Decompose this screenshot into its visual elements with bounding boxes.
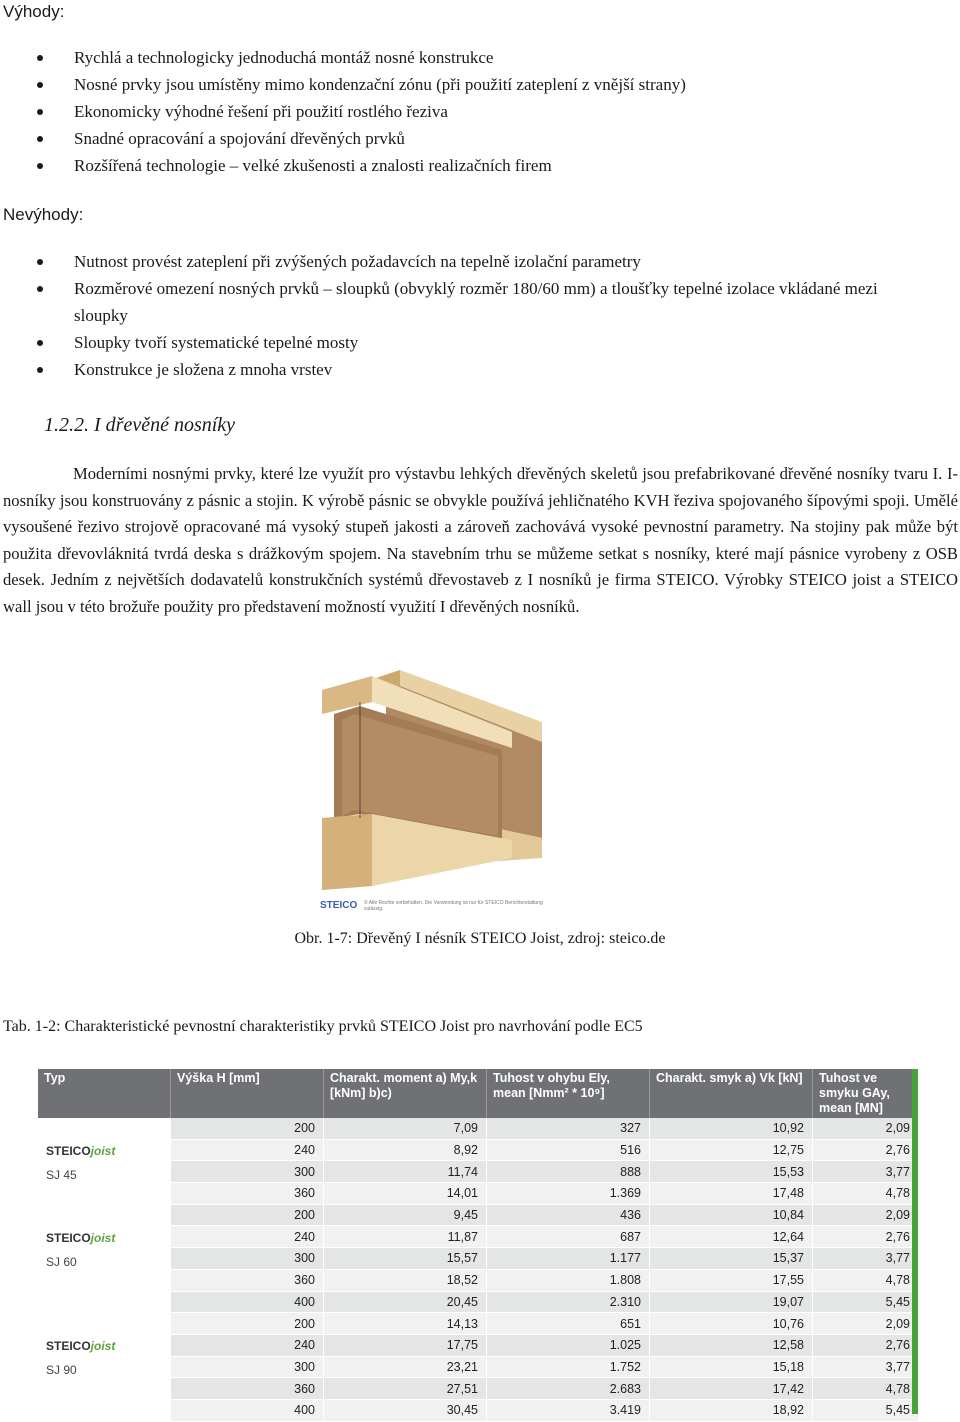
table-cell: 2,76 <box>813 1334 919 1356</box>
table-cell: 10,92 <box>650 1118 813 1139</box>
list-item <box>0 356 894 383</box>
table-cell: 5,45 <box>813 1399 919 1421</box>
table-cell: 300 <box>171 1161 324 1183</box>
table-cell: 436 <box>487 1204 650 1226</box>
model-name: SJ 90 <box>46 1363 77 1378</box>
table-cell: 3.419 <box>487 1399 650 1421</box>
table-cell: 1.025 <box>487 1334 650 1356</box>
image-watermark: © Alle Rechte vorbehalten. Die Verwendung ist nur für STEICO Berichterstattung zulässig. <box>364 900 543 912</box>
advantages-list <box>0 44 960 179</box>
table-cell: 300 <box>171 1248 324 1270</box>
table-cell: 4,78 <box>813 1378 919 1400</box>
section-paragraph <box>3 461 958 620</box>
type-cell <box>38 1118 171 1204</box>
bullet-icon <box>37 340 43 346</box>
brand-name: STEICO <box>46 1230 91 1245</box>
table-cell: 12,75 <box>650 1139 813 1161</box>
table-cell: 1.808 <box>487 1269 650 1291</box>
table-cell: 400 <box>171 1399 324 1421</box>
table-cell: 888 <box>487 1161 650 1183</box>
table-cell: 23,21 <box>324 1356 487 1378</box>
table-cell: 20,45 <box>324 1291 487 1313</box>
table-cell: 27,51 <box>324 1378 487 1400</box>
table-cell: 10,84 <box>650 1204 813 1226</box>
table-row <box>38 1269 918 1291</box>
list-item-text: Rozšířená technologie – velké zkušenosti a znalosti realizačních firem <box>74 156 552 175</box>
table-cell: 18,52 <box>324 1269 487 1291</box>
table-row <box>38 1356 918 1378</box>
table-cell: 19,07 <box>650 1291 813 1313</box>
table-cell: 687 <box>487 1226 650 1248</box>
table-cell: 14,13 <box>324 1313 487 1335</box>
bullet-icon <box>37 367 43 373</box>
table-cell: 360 <box>171 1269 324 1291</box>
bullet-icon <box>37 136 43 142</box>
table-cell: 327 <box>487 1118 650 1139</box>
table-cell: 8,92 <box>324 1139 487 1161</box>
i-joist-image <box>302 668 542 920</box>
table-cell: 3,77 <box>813 1161 919 1183</box>
list-item <box>0 125 894 152</box>
list-item <box>0 275 894 329</box>
table-cell: 4,78 <box>813 1183 919 1205</box>
table-row <box>38 1161 918 1183</box>
table-cell: 200 <box>171 1204 324 1226</box>
table-cell: 1.369 <box>487 1183 650 1205</box>
table-cell: 17,75 <box>324 1334 487 1356</box>
table-cell: 3,77 <box>813 1248 919 1270</box>
type-cell <box>38 1204 171 1312</box>
table-cell: 2,76 <box>813 1139 919 1161</box>
bullet-icon <box>37 286 43 292</box>
section-title: 1.2.2. I dřevěné nosníky <box>44 414 236 436</box>
advantages-heading: Výhody: <box>3 2 65 21</box>
table-cell: 10,76 <box>650 1313 813 1335</box>
table-cell: 200 <box>171 1118 324 1139</box>
table-cell: 30,45 <box>324 1399 487 1421</box>
table-cell: 12,58 <box>650 1334 813 1356</box>
list-item-text: Nutnost provést zateplení při zvýšených požadavcích na tepelně izolační parametry <box>74 252 641 271</box>
brand-suffix: joist <box>90 1230 116 1245</box>
table-row <box>38 1183 918 1205</box>
list-item-text: Ekonomicky výhodné řešení při použití rostlého řeziva <box>74 102 448 121</box>
table-cell: 18,92 <box>650 1399 813 1421</box>
table-cell: 240 <box>171 1139 324 1161</box>
i-joist-illustration <box>302 668 542 920</box>
bullet-icon <box>37 259 43 265</box>
list-item <box>0 329 894 356</box>
table-cell: 1.177 <box>487 1248 650 1270</box>
list-item <box>0 71 894 98</box>
list-item-text: Sloupky tvoří systematické tepelné mosty <box>74 333 359 352</box>
col-moment: Charakt. moment a) My,k [kNm] b)c) <box>324 1069 487 1118</box>
table-row <box>38 1334 918 1356</box>
table-cell: 5,45 <box>813 1291 919 1313</box>
table-row <box>38 1204 918 1226</box>
brand-name: STEICO <box>46 1144 91 1158</box>
table-cell: 3,77 <box>813 1356 919 1378</box>
table-cell: 4,78 <box>813 1269 919 1291</box>
table-cell: 17,48 <box>650 1183 813 1205</box>
table-cell: 240 <box>171 1226 324 1248</box>
table-cell: 9,45 <box>324 1204 487 1226</box>
table-caption: Tab. 1-2: Charakteristické pevnostní charakteristiky prvků STEICO Joist pro navrhování podle EC5 <box>3 1018 643 1035</box>
table-cell: 15,18 <box>650 1356 813 1378</box>
table-row <box>38 1118 918 1139</box>
table-cell: 1.752 <box>487 1356 650 1378</box>
model-name: SJ 60 <box>46 1254 77 1269</box>
strength-table <box>38 1069 918 1422</box>
bullet-icon <box>37 163 43 169</box>
table-cell: 360 <box>171 1183 324 1205</box>
table-cell: 17,55 <box>650 1269 813 1291</box>
table-cell: 200 <box>171 1313 324 1335</box>
figure-caption: Obr. 1-7: Dřevěný I nésník STEICO Joist, zdroj: steico.de <box>294 930 666 947</box>
model-name: SJ 45 <box>46 1168 77 1182</box>
table-cell: 400 <box>171 1291 324 1313</box>
table-cell: 11,74 <box>324 1161 487 1183</box>
table-cell: 2,09 <box>813 1204 919 1226</box>
list-item-text: Snadné opracování a spojování dřevěných prvků <box>74 129 405 148</box>
col-shear: Charakt. smyk a) Vk [kN] <box>650 1069 813 1118</box>
col-shear-stiffness: Tuhost ve smyku GAy, mean [MN] <box>813 1069 919 1118</box>
table-cell: 14,01 <box>324 1183 487 1205</box>
table-cell: 2,09 <box>813 1118 919 1139</box>
list-item-text: Konstrukce je složena z mnoha vrstev <box>74 360 333 379</box>
brand-suffix: joist <box>90 1339 116 1354</box>
steico-logo: STEICO <box>320 900 358 911</box>
table-cell: 17,42 <box>650 1378 813 1400</box>
table-row <box>38 1313 918 1335</box>
table-cell: 360 <box>171 1378 324 1400</box>
table-cell: 7,09 <box>324 1118 487 1139</box>
table-cell: 516 <box>487 1139 650 1161</box>
table-cell: 2.683 <box>487 1378 650 1400</box>
table-header-row <box>38 1069 918 1118</box>
bullet-icon <box>37 55 43 61</box>
table-cell: 2.310 <box>487 1291 650 1313</box>
table-cell: 651 <box>487 1313 650 1335</box>
table-row <box>38 1139 918 1161</box>
paragraph-text: Moderními nosnými prvky, které lze využít pro výstavbu lehkých dřevěných skeletů jsou prefabrikované dřevěné nosníky tvaru I. I-nosníky jsou konstruovány z pásnic a stojin. K výrobě pásnic se obvykle používá jehličnatého KVH řeziva spojovaného šípovými spoji. Umělé vysoušené řezivo strojově opracované má vysoký stupeň jakosti a zároveň zachovává vysoké pevnostní parametry. Na stojiny pak může být použita dřevovláknitá tvrdá deska s drážkovým spojem. Na stavebním trhu se můžeme setkat s nosníky, které mají pásnice vyrobeny z OSB desek. Jedním z největších dodavatelů konstrukčních systémů dřevostaveb z I nosníků je firma STEICO. Výrobky STEICO joist a STEICO wall jsou v této brožuře použity pro představení možností využití I dřevěných nosníků. <box>3 464 958 616</box>
table-cell: 2,09 <box>813 1313 919 1335</box>
disadvantages-list <box>0 248 960 383</box>
list-item <box>0 152 894 179</box>
brand-suffix: joist <box>90 1144 116 1158</box>
table-row <box>38 1226 918 1248</box>
list-item-text: Rozměrové omezení nosných prvků – sloupků (obvyklý rozměr 180/60 mm) a tloušťky tepelné izolace vkládané mezi sloupky <box>74 279 878 325</box>
table-row <box>38 1378 918 1400</box>
col-height: Výška H [mm] <box>171 1069 324 1118</box>
disadvantages-heading: Nevýhody: <box>3 205 84 224</box>
col-stiffness: Tuhost v ohybu EIy, mean [Nmm² * 10⁹] <box>487 1069 650 1118</box>
table-accent-bar <box>912 1069 918 1414</box>
table-cell: 300 <box>171 1356 324 1378</box>
list-item <box>0 248 894 275</box>
bullet-icon <box>37 109 43 115</box>
table-row <box>38 1248 918 1270</box>
bullet-icon <box>37 82 43 88</box>
table-cell: 12,64 <box>650 1226 813 1248</box>
list-item-text: Rychlá a technologicky jednoduchá montáž nosné konstrukce <box>74 48 494 67</box>
list-item <box>0 44 894 71</box>
table-cell: 15,37 <box>650 1248 813 1270</box>
table-cell: 240 <box>171 1334 324 1356</box>
type-cell <box>38 1313 171 1421</box>
list-item <box>0 98 894 125</box>
table-cell: 11,87 <box>324 1226 487 1248</box>
brand-name: STEICO <box>46 1339 91 1354</box>
table-row <box>38 1291 918 1313</box>
list-item-text: Nosné prvky jsou umístěny mimo kondenzační zónu (při použití zateplení z vnější strany) <box>74 75 686 94</box>
table-cell: 15,57 <box>324 1248 487 1270</box>
col-type: Typ <box>38 1069 171 1118</box>
table-cell: 2,76 <box>813 1226 919 1248</box>
table-cell: 15,53 <box>650 1161 813 1183</box>
